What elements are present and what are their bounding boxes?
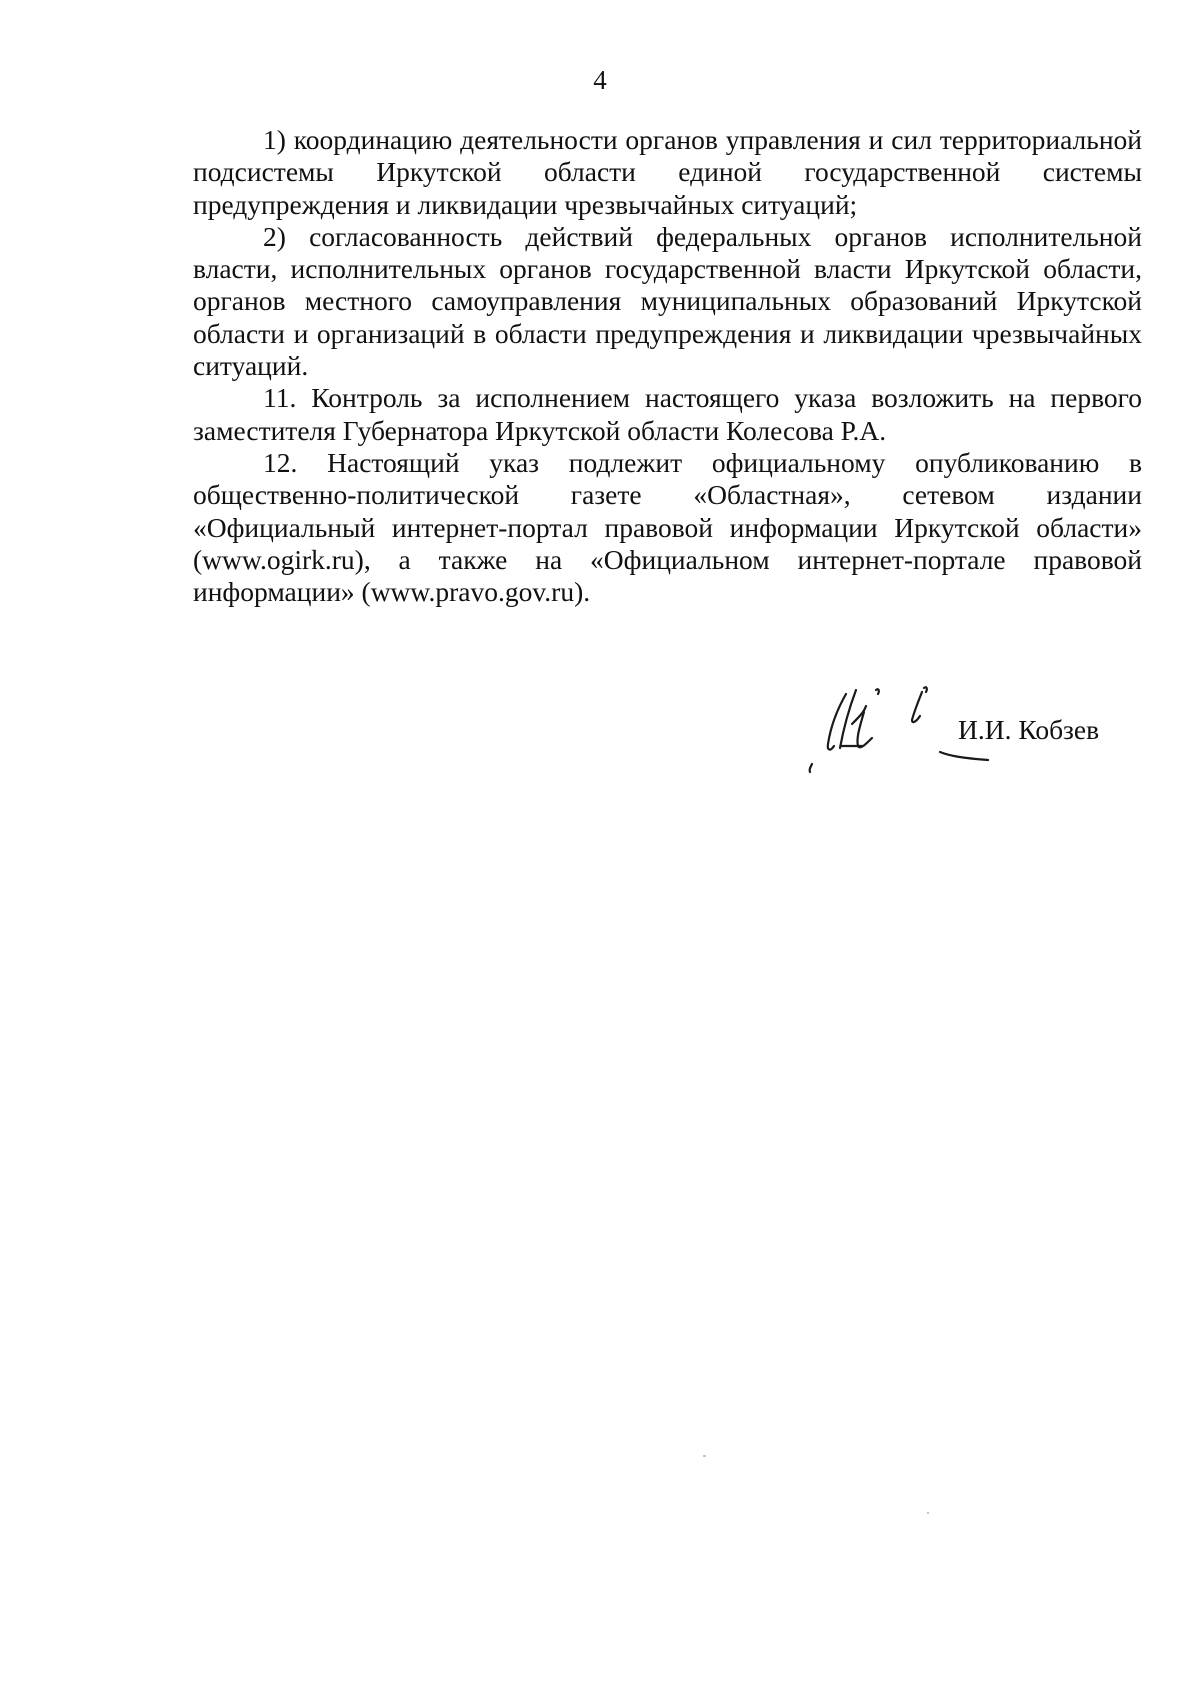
paragraph-item-1-coordination: 1) координацию деятельности органов управления и сил территориальной подсистемы Иркутской области единой государственной системы предупреждения и ликвидации чрезвычайных ситуаций; xyxy=(193,124,1142,220)
scan-speck xyxy=(927,1512,929,1514)
page-number: 4 xyxy=(593,65,607,95)
document-body xyxy=(193,124,1142,608)
scan-speck xyxy=(703,1455,706,1457)
paragraph-11-control: 11. Контроль за исполнением настоящего указа возложить на первого заместителя Губернатора Иркутской области Колесова Р.А. xyxy=(193,382,1142,446)
paragraph-item-2-consistency: 2) согласованность действий федеральных органов исполнительной власти, исполнительных органов государственной власти Иркутской области, органов местного самоуправления муниципальных образований Иркутской области и организаций в области предупреждения и ликвидации чрезвычайных ситуаций. xyxy=(193,220,1142,382)
signer-name: И.И. Кобзев xyxy=(958,714,1100,745)
signature-block xyxy=(800,686,1160,796)
paragraph-12-publication: 12. Настоящий указ подлежит официальному опубликованию в общественно-политической газете «Областная», сетевом издании «Официальный интернет-портал правовой информации Иркутской области» (www.ogirk.ru), а также на «Официальном интернет-портале правовой информации» (www.pravo.gov.ru). xyxy=(193,446,1142,608)
